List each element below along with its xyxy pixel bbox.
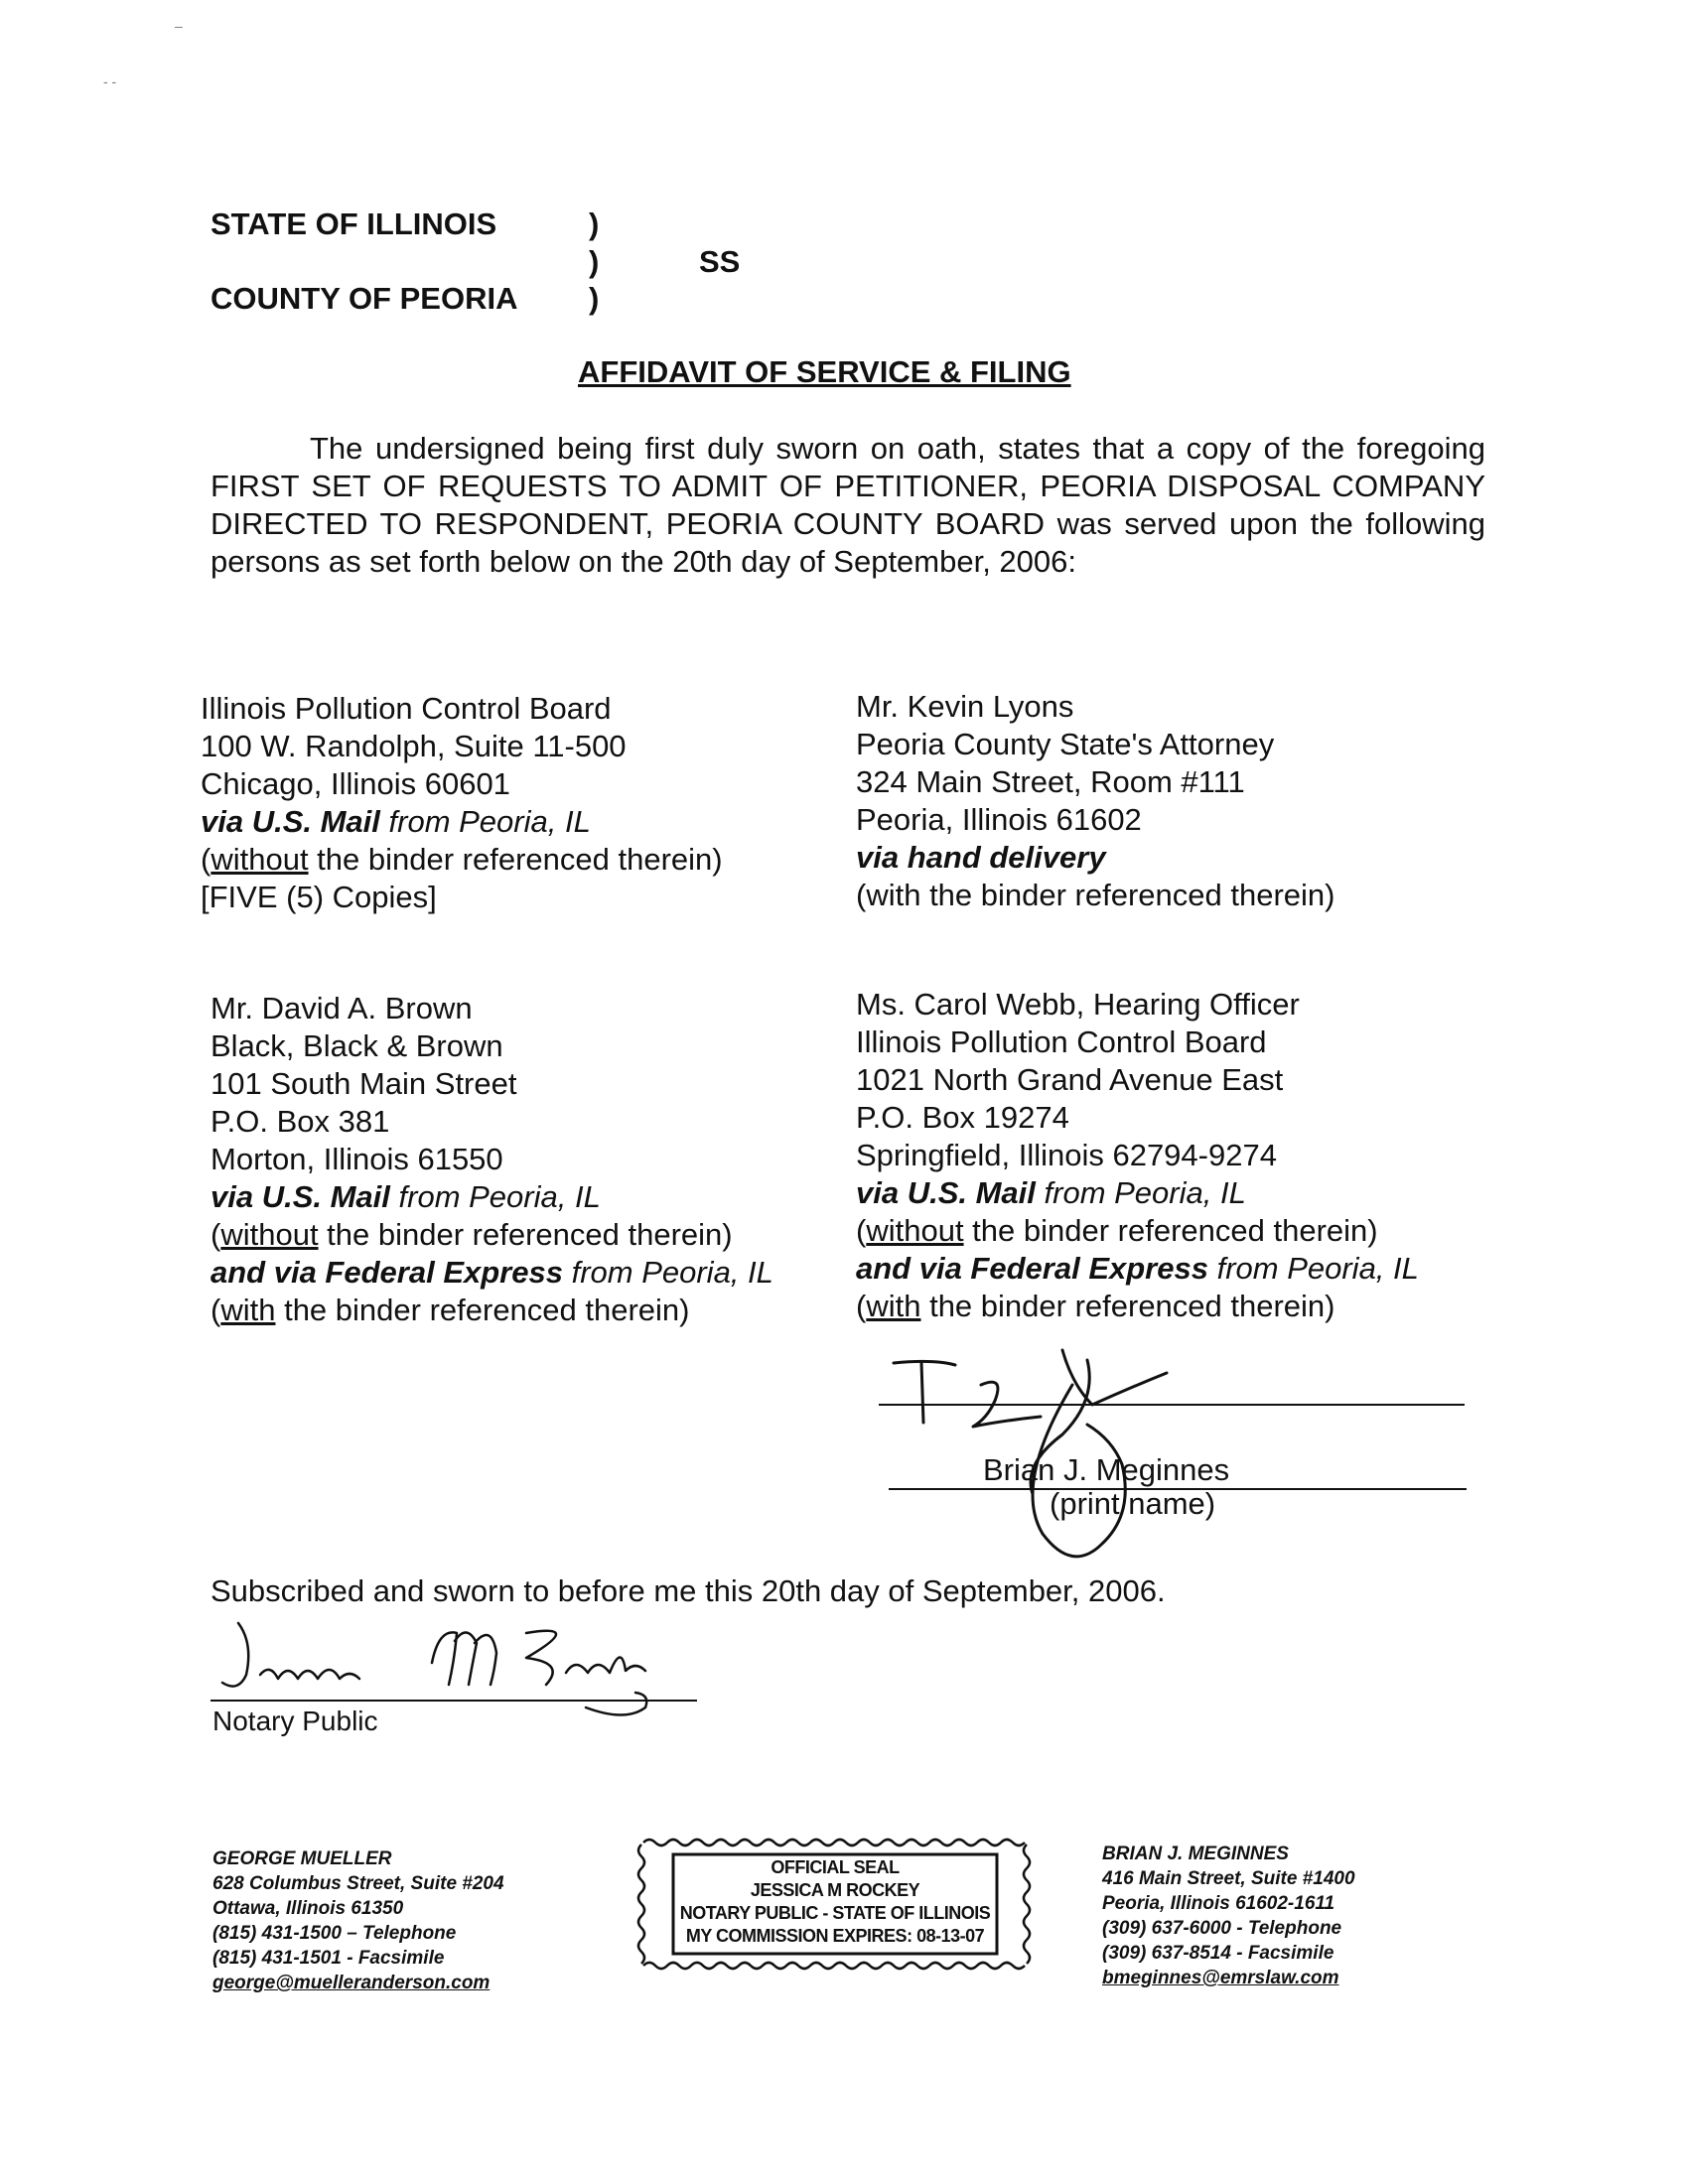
jurat: Subscribed and sworn to before me this 20th day of September, 2006. — [210, 1573, 1166, 1608]
venue-paren: ) — [589, 281, 600, 316]
recipient-line: P.O. Box 19274 — [856, 1100, 1069, 1135]
recipient-line: 101 South Main Street — [210, 1066, 517, 1101]
delivery-method: via hand delivery — [856, 840, 1106, 875]
delivery-method: via U.S. Mail from Peoria, IL — [201, 804, 591, 839]
recipient-line: Chicago, Illinois 60601 — [201, 766, 510, 801]
binder-note: (without the binder referenced therein) — [210, 1217, 733, 1252]
recipient-line: P.O. Box 381 — [210, 1104, 390, 1139]
signature-line — [879, 1404, 1465, 1406]
recipient-line: Peoria, Illinois 61602 — [856, 802, 1142, 837]
binder-note: (without the binder referenced therein) — [856, 1213, 1378, 1248]
venue-paren: ) — [589, 244, 600, 279]
footer-address: 416 Main Street, Suite #1400 — [1102, 1868, 1355, 1889]
binder-note: (with the binder referenced therein) — [856, 1289, 1335, 1323]
recipient-line: 324 Main Street, Room #111 — [856, 764, 1245, 799]
recipient-line: Mr. Kevin Lyons — [856, 689, 1074, 724]
body-text: The undersigned being first duly sworn on oath, states that a copy of the foregoing FIRST SET OF REQUESTS TO ADMIT OF PETITIONER, PEORIA DISPOSAL COMPANY DIRECTED TO RESPONDENT, PEORIA COUNTY BOARD was served upon the following persons as set forth below on the 20th day of September, 2006: — [210, 431, 1485, 579]
venue-ss: SS — [699, 244, 741, 279]
recipient-line: Mr. David A. Brown — [210, 991, 473, 1025]
service-recipient-webb — [856, 986, 1419, 1325]
venue-state: STATE OF ILLINOIS — [210, 206, 497, 241]
footer-fax: (815) 431-1501 - Facsimile — [212, 1948, 445, 1969]
copies-note: [FIVE (5) Copies] — [201, 880, 437, 914]
print-name-label: (print name) — [1050, 1486, 1216, 1521]
venue-paren: ) — [589, 206, 600, 241]
recipient-line: Illinois Pollution Control Board — [856, 1024, 1267, 1059]
seal-text: OFFICIAL SEAL JESSICA M ROCKEY NOTARY PUBLIC - STATE OF ILLINOIS MY COMMISSION EXPIRES: 08-13-07 — [679, 1857, 991, 1946]
binder-note: (with the binder referenced therein) — [210, 1293, 690, 1327]
service-recipient-ipcb — [201, 690, 723, 916]
scan-mark: - - — [103, 73, 117, 89]
delivery-method: via U.S. Mail from Peoria, IL — [210, 1179, 601, 1214]
recipient-line: Peoria County State's Attorney — [856, 727, 1275, 761]
binder-note: (without the binder referenced therein) — [201, 842, 723, 877]
notary-signature-line — [210, 1700, 697, 1702]
footer-fax: (309) 637-8514 - Facsimile — [1102, 1943, 1334, 1964]
recipient-line: 100 W. Randolph, Suite 11-500 — [201, 729, 627, 763]
scan-mark: – — [175, 18, 183, 34]
footer-name: BRIAN J. MEGINNES — [1102, 1843, 1289, 1864]
footer-email-link[interactable]: bmeginnes@emrslaw.com — [1102, 1968, 1339, 1988]
recipient-line: Ms. Carol Webb, Hearing Officer — [856, 987, 1300, 1022]
recipient-line: Illinois Pollution Control Board — [201, 691, 612, 726]
footer-address: Ottawa, Illinois 61350 — [212, 1898, 404, 1919]
recipient-line: 1021 North Grand Avenue East — [856, 1062, 1284, 1097]
footer-phone: (815) 431-1500 – Telephone — [212, 1923, 457, 1944]
footer-name: GEORGE MUELLER — [212, 1848, 392, 1869]
delivery-method: and via Federal Express from Peoria, IL — [856, 1251, 1419, 1286]
footer-address: 628 Columbus Street, Suite #204 — [212, 1873, 504, 1894]
service-recipient-lyons — [856, 688, 1334, 914]
notary-seal — [633, 1835, 1037, 1974]
footer-mueller — [212, 1846, 504, 1995]
notary-label: Notary Public — [212, 1706, 378, 1736]
venue-county: COUNTY OF PEORIA — [210, 281, 518, 316]
body-paragraph — [210, 430, 1485, 581]
footer-email-link[interactable]: george@muelleranderson.com — [212, 1973, 491, 1993]
footer-meginnes — [1102, 1842, 1355, 1990]
recipient-line: Springfield, Illinois 62794-9274 — [856, 1138, 1277, 1172]
footer-address: Peoria, Illinois 61602-1611 — [1102, 1893, 1335, 1914]
delivery-method: and via Federal Express from Peoria, IL — [210, 1255, 773, 1290]
printed-name: Brian J. Meginnes — [983, 1452, 1230, 1487]
document-title: AFFIDAVIT OF SERVICE & FILING — [578, 354, 1071, 389]
service-recipient-brown — [210, 990, 773, 1329]
recipient-line: Black, Black & Brown — [210, 1028, 503, 1063]
recipient-line: Morton, Illinois 61550 — [210, 1142, 503, 1176]
footer-phone: (309) 637-6000 - Telephone — [1102, 1918, 1342, 1939]
delivery-method: via U.S. Mail from Peoria, IL — [856, 1175, 1246, 1210]
binder-note: (with the binder referenced therein) — [856, 878, 1335, 912]
